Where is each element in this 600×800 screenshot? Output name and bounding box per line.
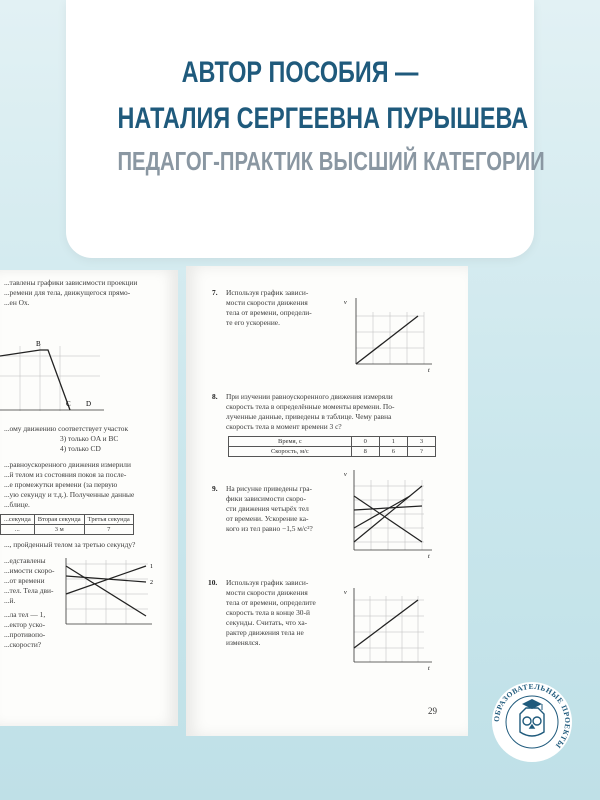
svg-text:t: t xyxy=(428,368,430,374)
p10-line-7: изменялся. xyxy=(226,638,261,647)
left-table xyxy=(0,514,134,535)
p9-line-3: сти движения четырёх тел xyxy=(226,504,309,513)
p9-number: 9. xyxy=(212,484,218,493)
left-table-v3: 7 xyxy=(84,525,133,535)
svg-text:v: v xyxy=(344,472,347,478)
p8-cell-speed-label: Скорость, м/с xyxy=(229,447,352,457)
left-p6-4: ...тел. Тела дви- xyxy=(4,586,54,595)
p7-line-3: тела от времени, определи- xyxy=(226,308,312,317)
headline-line-1: АВТОР ПОСОБИЯ — xyxy=(181,56,419,89)
svg-text:t: t xyxy=(428,666,430,672)
p8-cell-v3: ? xyxy=(407,447,435,457)
left-table-h2: Вторая секунда xyxy=(34,515,84,525)
left-p6-5: ...й. xyxy=(4,596,16,605)
p10-line-3: тела от времени, определите xyxy=(226,598,316,607)
header-card xyxy=(66,0,545,258)
left-p5-5: ...блице. xyxy=(4,500,30,509)
svg-text:v: v xyxy=(344,590,347,596)
p10-line-4: скорость тела в конце 30-й xyxy=(226,608,310,617)
p8-cell-time-label: Время, с xyxy=(229,437,352,447)
p9-graph xyxy=(340,466,444,562)
p10-line-6: рактер движения тела не xyxy=(226,628,304,637)
p10-line-2: мости скорости движения xyxy=(226,588,308,597)
page-number: 29 xyxy=(428,706,437,716)
left-answer-2: 3) только OA и BC xyxy=(60,434,119,443)
svg-text:D: D xyxy=(86,400,92,408)
p8-cell-t1: 1 xyxy=(379,437,407,447)
publisher-logo xyxy=(490,680,574,764)
left-intro-2: ...ремени для тела, движущегося прямо- xyxy=(4,288,131,297)
p8-cell-v0: 8 xyxy=(351,447,379,457)
left-p6-9: ...скорости? xyxy=(4,640,42,649)
p7-number: 7. xyxy=(212,288,218,297)
left-question: ..., пройденный телом за третью секунду? xyxy=(4,540,136,549)
open-book xyxy=(0,266,600,736)
p8-table xyxy=(228,436,436,457)
left-answer-3: 4) только CD xyxy=(60,444,101,453)
right-page xyxy=(186,266,468,736)
p8-line-3: лученные данные, приведены в таблице. Чему равна xyxy=(226,412,392,421)
svg-text:C: C xyxy=(66,400,71,408)
left-graph-1 xyxy=(0,326,110,416)
left-graph-2 xyxy=(58,554,162,634)
p10-graph xyxy=(340,584,444,672)
left-p6-3: ...от времени xyxy=(4,576,45,585)
left-table-v2: 3 м xyxy=(34,525,84,535)
p7-line-4: те его ускорение. xyxy=(226,318,280,327)
svg-text:1: 1 xyxy=(150,564,153,570)
p8-cell-t3: 3 xyxy=(407,437,435,447)
p9-line-5: кого из тел равно −1,5 м/с²? xyxy=(226,524,313,533)
left-p6-1: ...едставлены xyxy=(4,556,46,565)
left-page xyxy=(0,270,178,726)
left-table-h1: ...секунда xyxy=(1,515,35,525)
p9-line-1: На рисунке приведены гра- xyxy=(226,484,312,493)
left-p6-7: ...ектор уско- xyxy=(4,620,46,629)
p7-line-1: Используя график зависи- xyxy=(226,288,309,297)
svg-text:t: t xyxy=(428,554,430,560)
p8-line-1: При изучении равноускоренного движения измеряли xyxy=(226,392,393,401)
p8-line-4: скорость тела в момент времени 3 с? xyxy=(226,422,342,431)
p9-line-4: от времени. Ускорение ка- xyxy=(226,514,309,523)
p8-cell-v1: 6 xyxy=(379,447,407,457)
p10-line-1: Используя график зависи- xyxy=(226,578,309,587)
left-p6-8: ...противопо- xyxy=(4,630,46,639)
p9-line-2: фики зависимости скоро- xyxy=(226,494,306,503)
left-p5-4: ...ую секунду и т.д.). Полученные данные xyxy=(4,490,135,499)
p10-line-5: секунды. Считать, что ха- xyxy=(226,618,308,627)
left-p6-6: ...ла тел — 1, xyxy=(4,610,46,619)
left-p5-2: ...й телом из состояния покоя за после- xyxy=(4,470,127,479)
left-intro-1: ...тавлены графики зависимости проекции xyxy=(4,278,138,287)
svg-text:B: B xyxy=(36,340,41,348)
left-p6-2: ...имости скоро- xyxy=(4,566,55,575)
headline-line-2: НАТАЛИЯ СЕРГЕЕВНА ПУРЫШЕВА xyxy=(117,102,529,135)
left-answer-1: ...ому движению соответствует участок xyxy=(4,424,129,433)
logo-text: ОБРАЗОВАТЕЛЬНЫЕ ПРОЕКТЫ xyxy=(491,681,573,751)
p8-number: 8. xyxy=(212,392,218,401)
left-p5-1: ...равноускоренного движения измерили xyxy=(4,460,131,469)
p7-line-2: мости скорости движения xyxy=(226,298,308,307)
left-intro-3: ...ен Ox. xyxy=(4,298,30,307)
p7-graph xyxy=(340,294,440,376)
left-table-h3: Третья секунда xyxy=(84,515,133,525)
left-p5-3: ...е промежутки времени (за первую xyxy=(4,480,118,489)
p10-number: 10. xyxy=(208,578,218,587)
headline-line-3: ПЕДАГОГ-ПРАКТИК ВЫСШИЙ КАТЕГОРИИ xyxy=(117,146,545,176)
p8-line-2: скорость тела в определённые моменты времени. По- xyxy=(226,402,395,411)
p8-cell-t0: 0 xyxy=(351,437,379,447)
left-table-v1: ... xyxy=(1,525,35,535)
svg-text:2: 2 xyxy=(150,580,153,586)
svg-text:v: v xyxy=(344,300,347,306)
